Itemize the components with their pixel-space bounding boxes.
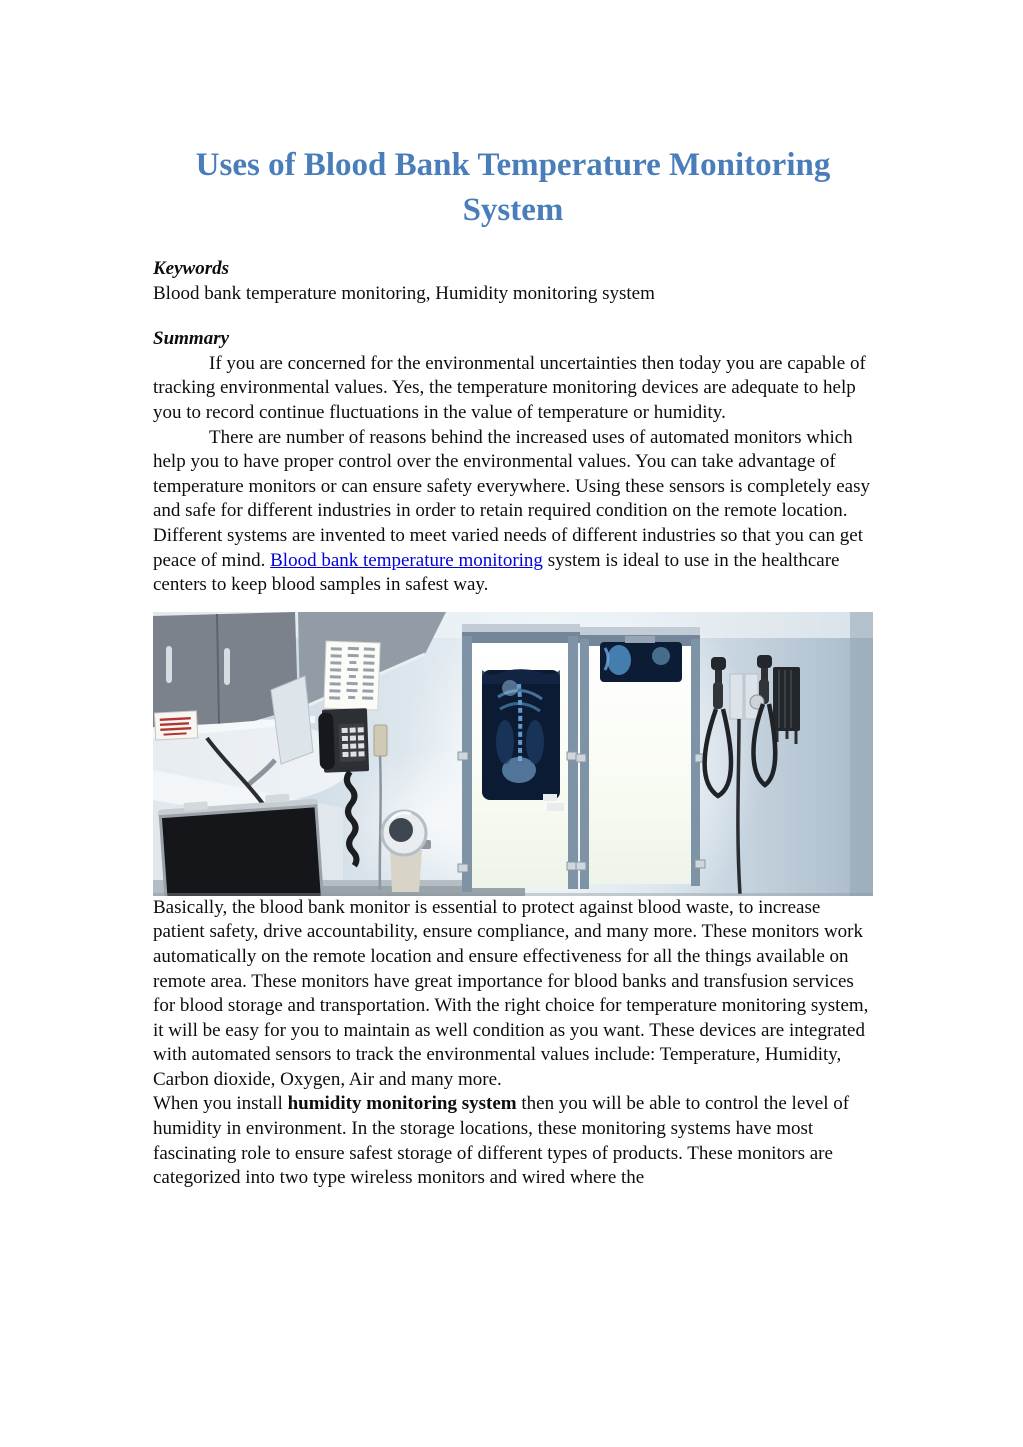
xray-illuminator-left [458,624,580,892]
exam-room-photo [153,612,873,896]
keywords-heading: Keywords [153,258,229,279]
room-corner-shadow [850,612,873,896]
summary-heading: Summary [153,328,230,350]
warning-sign [154,711,197,740]
keywords-text: Blood bank temperature monitoring, Humidity monitoring system [153,282,655,304]
xray-film-partial [600,636,682,682]
wall-chart [324,641,380,710]
long-cord [738,719,740,894]
exam-room-illustration [153,612,873,896]
paragraph-2 [153,426,873,598]
summary-paragraph: If you are concerned for the environmental uncertainties then today you are capable of tracking environmental values. Yes, the temperature monitoring devices are adequate to help you to record continue fluctuations in the value of temperature or humidity. [153,352,866,423]
humidity-monitoring-bold: humidity monitoring system [287,1093,517,1115]
otoscope-head [711,657,726,670]
paragraph-4-tail: then you will be able to control the level of humidity in environment. In the storage locations, these monitoring systems have most fascinating role to ensure safest storage of different types of products. These monitors are categorized into two type wireless monitors and wired where the [153,1093,850,1189]
paragraph-4-text: When you install [153,1093,288,1115]
xray-film-spine [482,669,560,800]
cuff-basket [773,667,800,744]
paragraph-4 [153,1092,873,1190]
blood-bank-monitoring-link[interactable]: Blood bank temperature monitoring [270,549,543,571]
paragraph-3: Basically, the blood bank monitor is essential to protect against blood waste, to increase patient safety, drive accountability, ensure compliance, and many more. These monitors work automatically on the remote location and ensure effectiveness for all the things available on remote area. These monitors have great importance for blood banks and transfusion services for blood storage and transportation. With the right choice for temperature monitoring system, it will be easy for you to maintain as well condition as you want. These devices are integrated with automated sensors to track the environmental values include: Temperature, Humidity, Carbon dioxide, Oxygen, Air and many more. [153,896,869,1090]
document-content [153,143,873,1191]
paragraph-2-text: There are number of reasons behind the increased uses of automated monitors which help you to have proper control over the environmental values. You can take advantage of temperature monitors or can ensure safety everywhere. Using these sensors is completely easy and safe for different industries in order to retain required condition on the remote location. Different systems are invented to meet varied needs of different industries so that you can get peace of mind. [153,426,871,571]
paragraph-2-tail: system is ideal to use in the healthcare centers to keep blood samples in safest way. [153,549,840,596]
ophthalmoscope-head [757,655,772,668]
page-title: Uses of Blood Bank Temperature Monitoring System [195,147,831,228]
xray-illuminator-right [576,627,705,889]
